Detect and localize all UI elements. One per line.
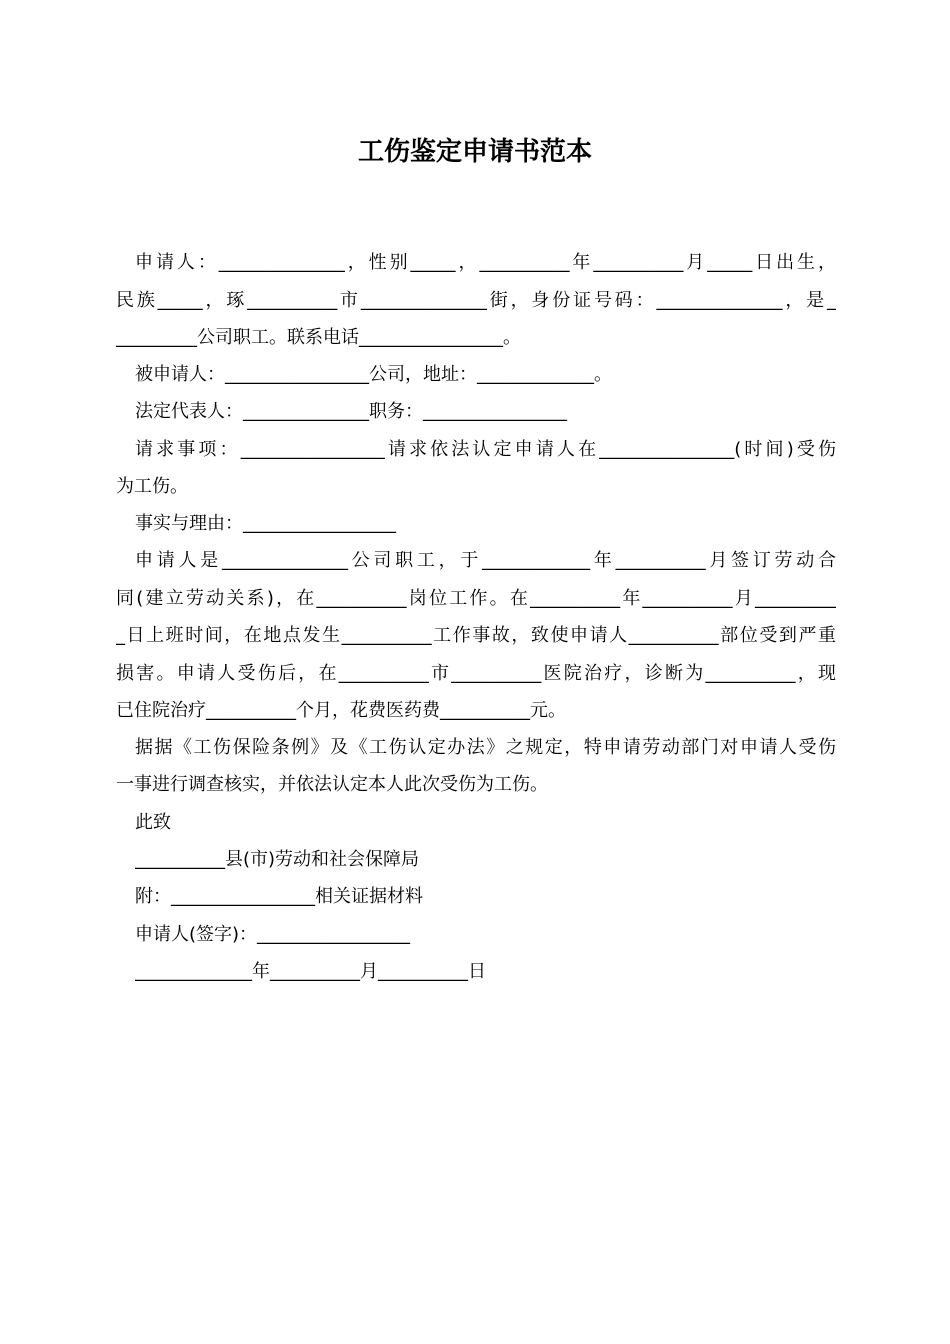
paragraph-line: 此致 [135, 812, 171, 833]
document-title: 工伤鉴定申请书范本 [357, 137, 592, 167]
paragraph-line: 损害。申请人受伤后，在__________市__________医院治疗，诊断为__________，现 [116, 663, 836, 684]
paragraph-line: 据据《工伤保险条例》及《工伤认定办法》之规定，特申请劳动部门对申请人受伤 [135, 737, 836, 758]
paragraph-line: _____________年__________月__________日 [135, 961, 486, 982]
paragraph-line: 为工伤。 [116, 476, 188, 497]
paragraph-line: 附：________________相关证据材料 [135, 886, 423, 907]
paragraph-line: 申请人是______________公司职工，于____________年__________月签订劳动合 [135, 550, 836, 571]
paragraph-line: 申请人(签字)：_________________ [135, 924, 411, 945]
paragraph-line: 请求事项：________________请求依法认定申请人在_______________(时间)受伤 [135, 439, 836, 460]
paragraph-line: 被申请人：________________公司，地址：_____________。 [135, 364, 612, 385]
paragraph-line: 申请人：______________，性别_____，__________年__________月_____日出生， [135, 252, 836, 273]
paragraph-line: 同(建立劳动关系)，在__________岗位工作。在__________年__________月_________ [116, 588, 836, 609]
paragraph-line: 法定代表人：______________职务：________________ [135, 401, 567, 422]
paragraph-line: _________公司职工。联系电话________________。 [116, 327, 521, 348]
paragraph-line: 一事进行调查核实，并依法认定本人此次受伤为工伤。 [116, 774, 548, 795]
paragraph-line: __________县(市)劳动和社会保障局 [135, 849, 420, 870]
paragraph-line: 事实与理由：_________________ [135, 513, 396, 534]
paragraph-line: 已住院治疗__________个月，花费医药费__________元。 [116, 700, 566, 721]
paragraph-line: 民族_____，琢__________市______________街，身份证号码：______________，是_ [116, 290, 836, 311]
paragraph-line: _日上班时间，在地点发生__________工作事故，致使申请人__________部位受到严重 [116, 625, 836, 646]
